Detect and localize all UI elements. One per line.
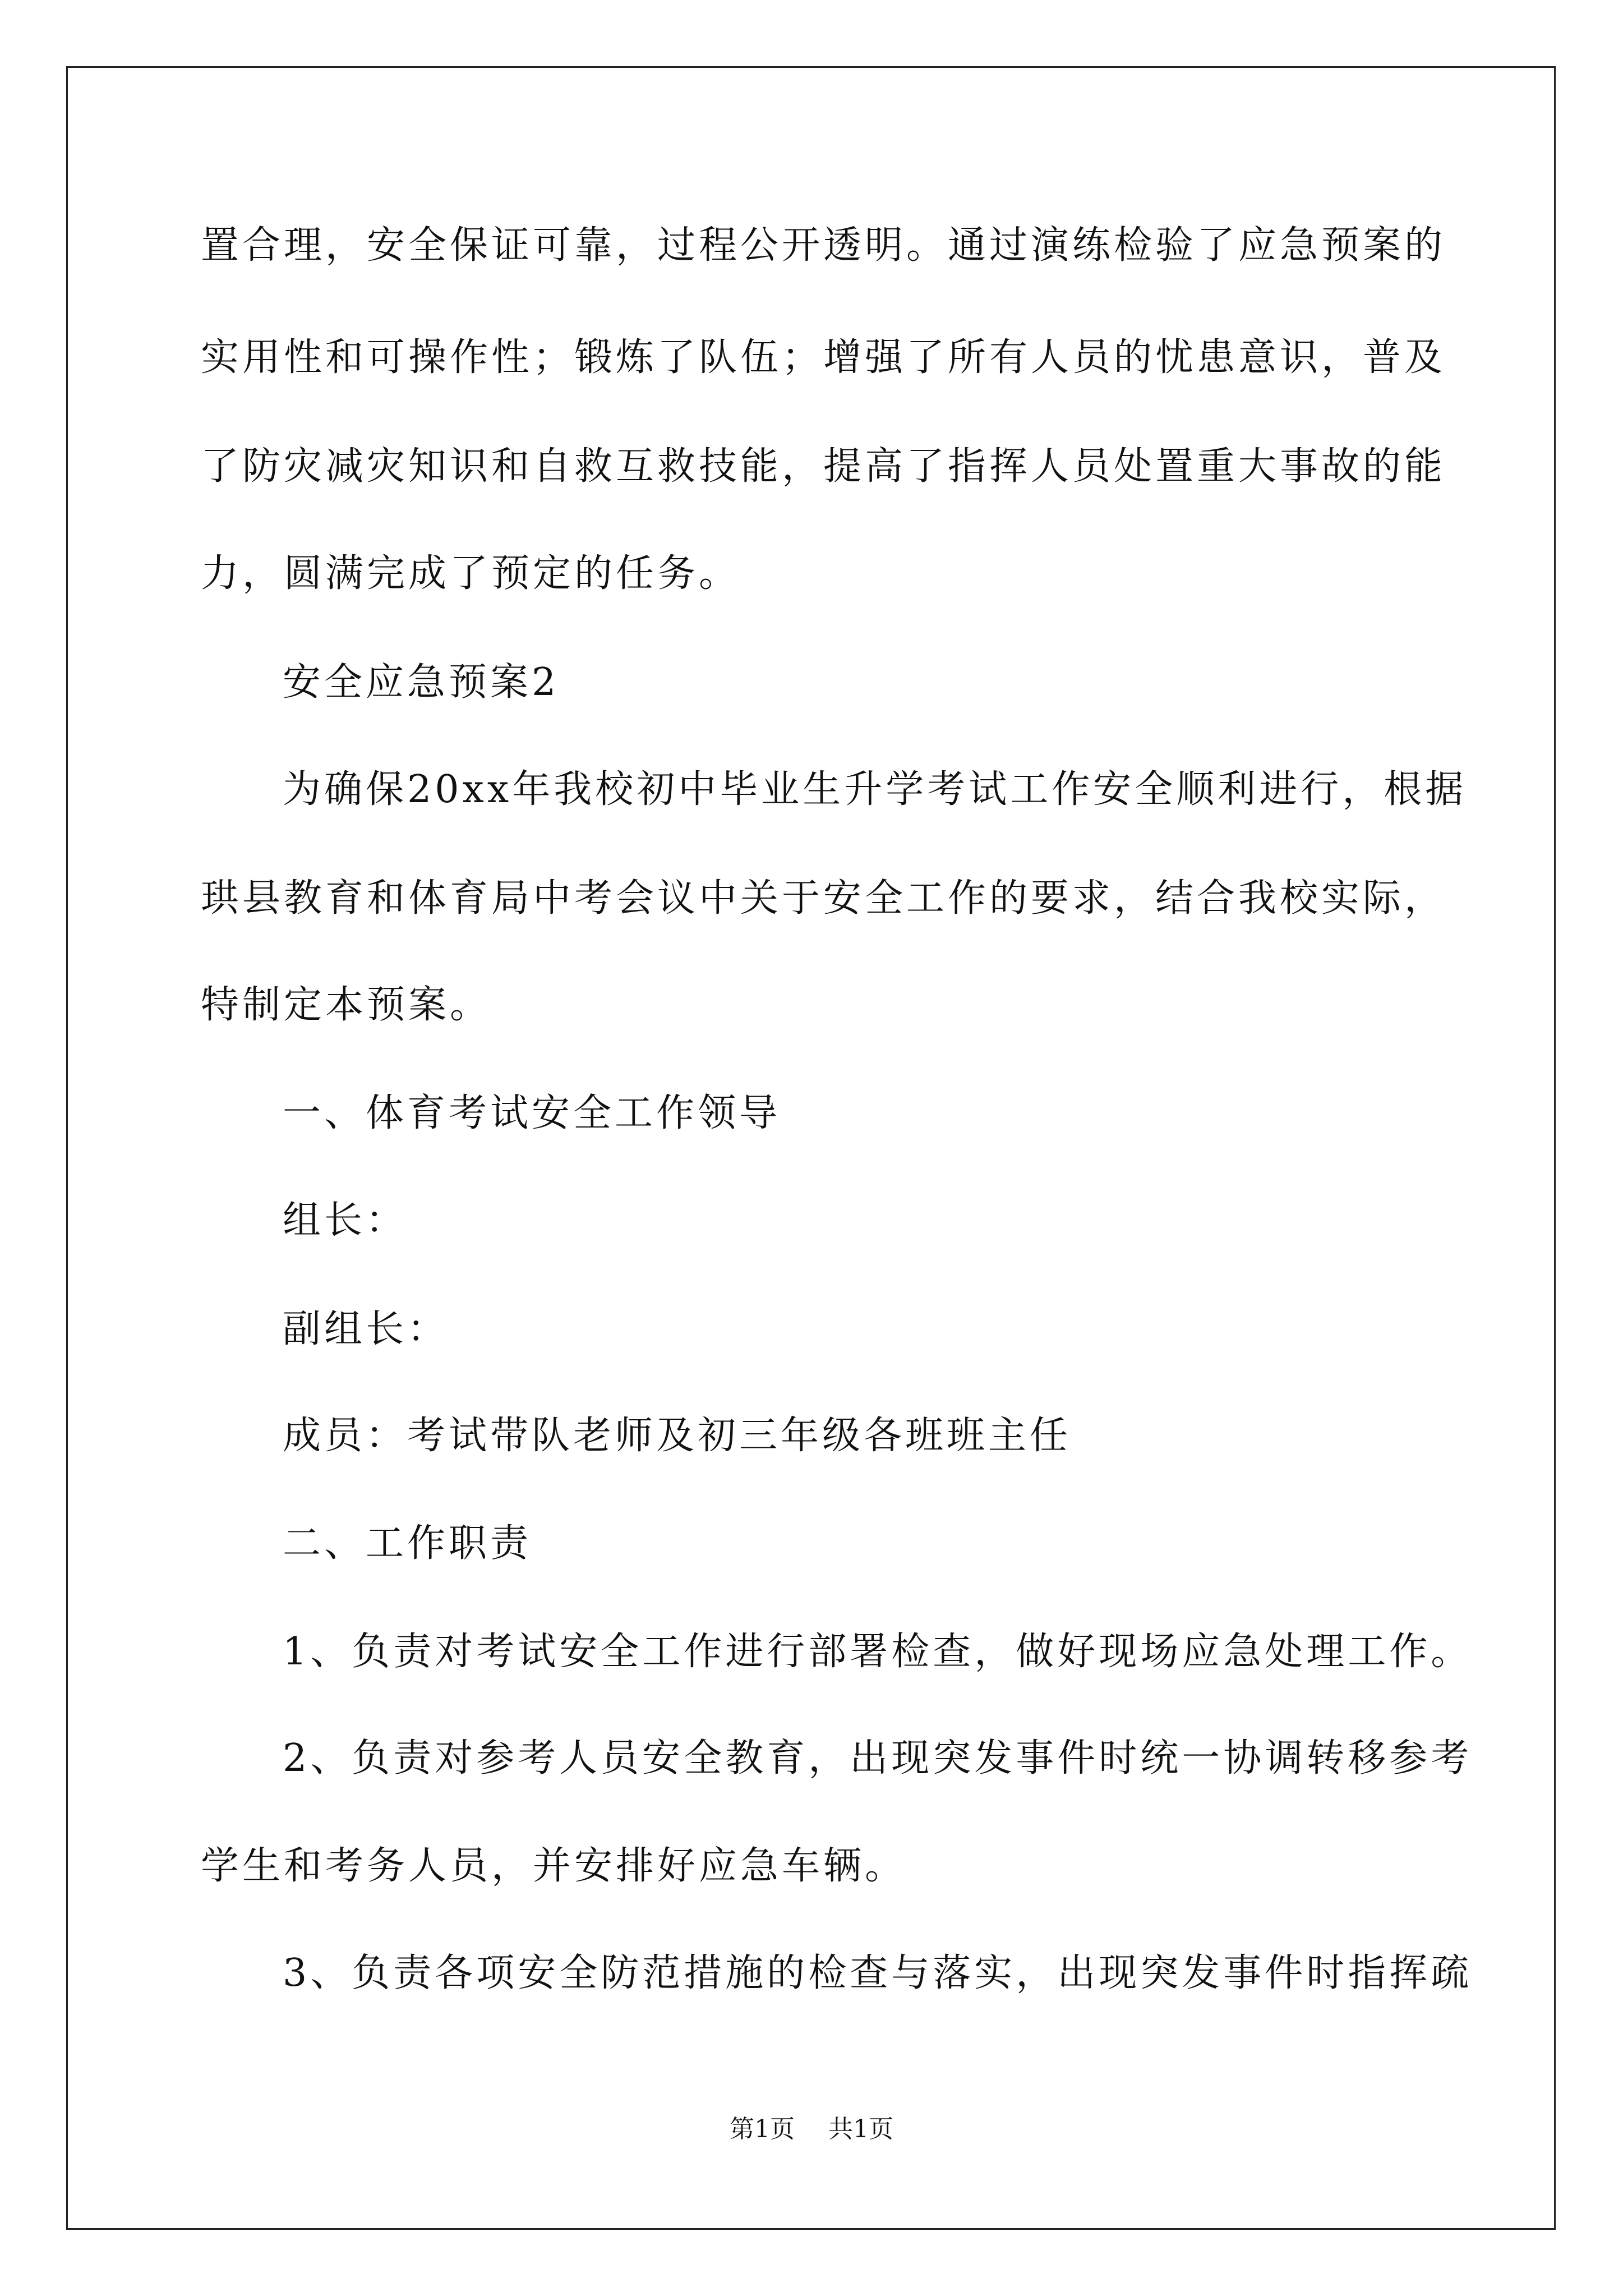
text-line: 组长： xyxy=(283,1198,408,1243)
text-line: 置合理，安全保证可靠，过程公开透明。通过演练检验了应急预案的 xyxy=(201,223,1446,268)
text-line: 成员：考试带队老师及初三年级各班班主任 xyxy=(283,1414,1072,1458)
text-line: 特制定本预案。 xyxy=(201,983,492,1027)
page-footer xyxy=(0,2114,1623,2145)
section-heading: 安全应急预案2 xyxy=(283,660,560,705)
text-line: 为确保20xx年我校初中毕业生升学考试工作安全顺利进行，根据 xyxy=(283,767,1467,812)
text-line: 学生和考务人员，并安排好应急车辆。 xyxy=(201,1844,907,1888)
page-border xyxy=(66,66,1556,2230)
text-line: 力，圆满完成了预定的任务。 xyxy=(201,551,741,596)
text-line: 珙县教育和体育局中考会议中关于安全工作的要求，结合我校实际， xyxy=(201,876,1446,921)
text-line: 2、负责对参考人员安全教育，出现突发事件时统一协调转移参考 xyxy=(283,1736,1473,1780)
text-line: 1、负责对考试安全工作进行部署检查，做好现场应急处理工作。 xyxy=(283,1630,1473,1674)
section-heading: 二、工作职责 xyxy=(283,1521,532,1566)
page-number: 第1页 xyxy=(730,2115,795,2143)
text-line: 实用性和可操作性；锻炼了队伍；增强了所有人员的忧患意识，普及 xyxy=(201,335,1446,380)
text-line: 3、负责各项安全防范措施的检查与落实，出现突发事件时指挥疏 xyxy=(283,1951,1473,1995)
section-heading: 一、体育考试安全工作领导 xyxy=(283,1091,781,1135)
page-total: 共1页 xyxy=(828,2115,893,2143)
text-line: 了防灾减灾知识和自救互救技能，提高了指挥人员处置重大事故的能 xyxy=(201,444,1446,489)
text-line: 副组长： xyxy=(283,1307,449,1351)
